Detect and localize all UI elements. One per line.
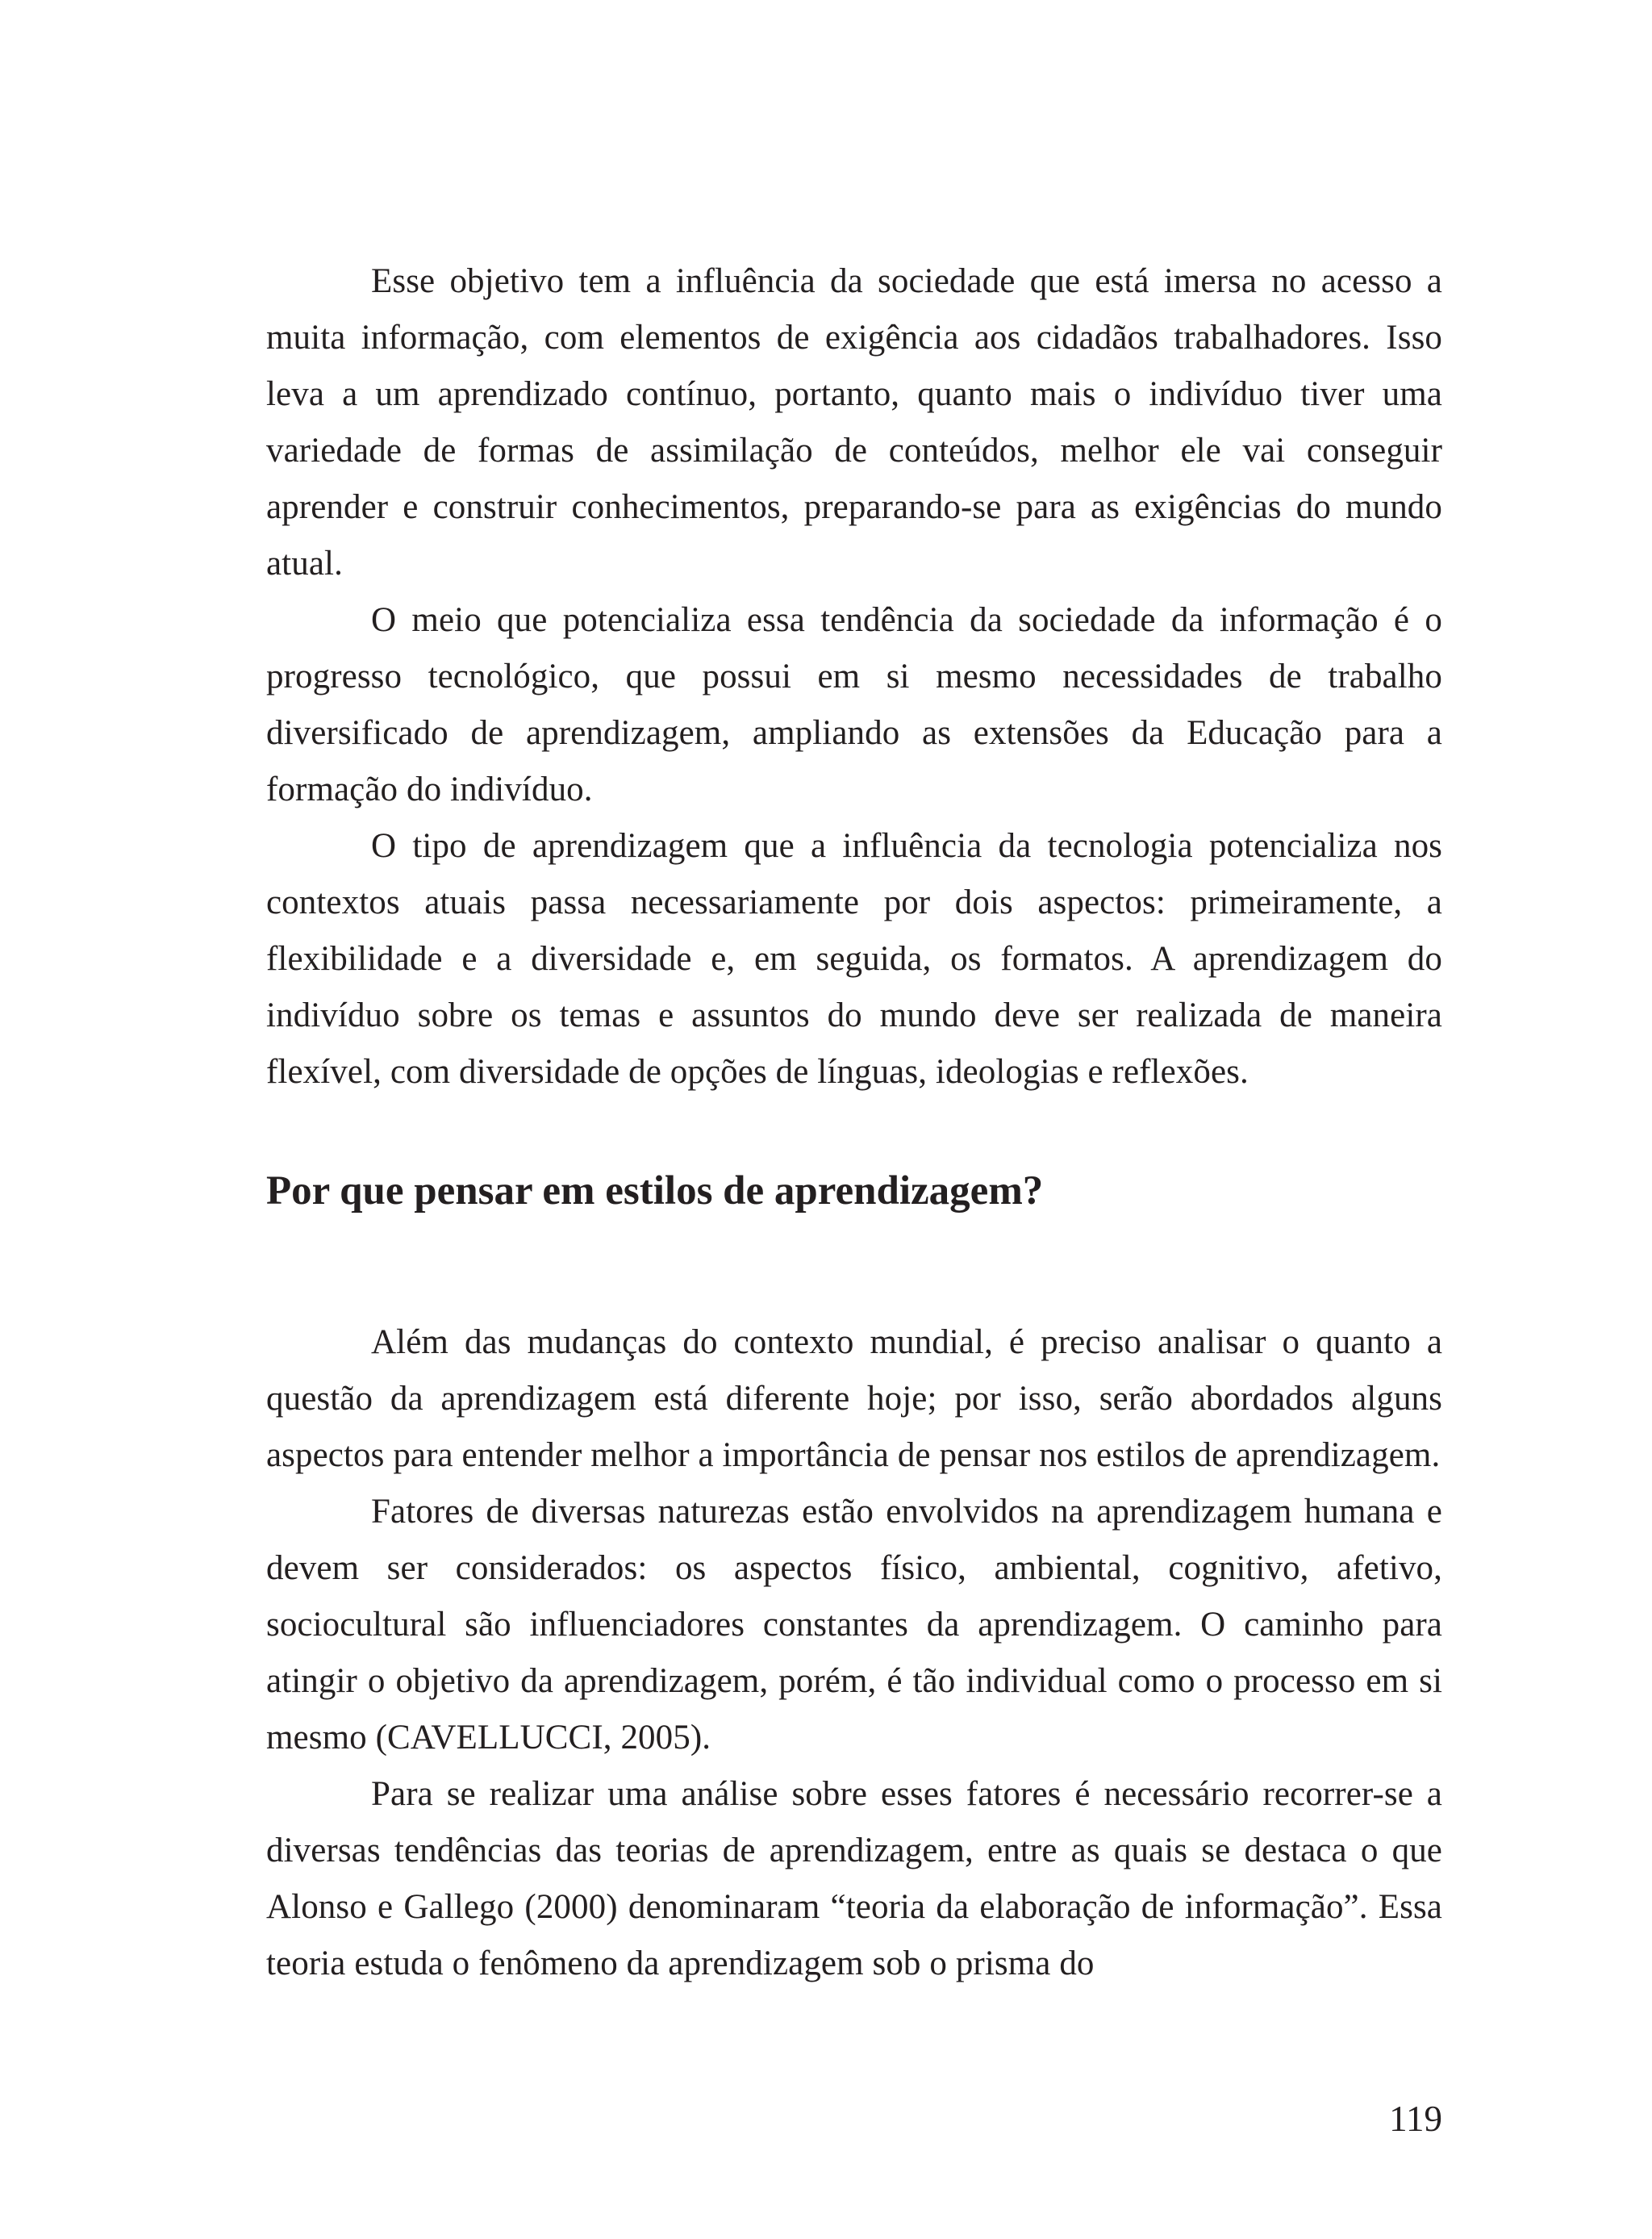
paragraph: O tipo de aprendizagem que a influência da tecnologia potencializa nos contextos atuais passa necessariamente por dois aspectos: primeiramente, a flexibilidade e a diversidade e, em seguida, os formatos. A aprendizagem do indivíduo sobre os temas e assuntos do mundo deve ser realizada de maneira flexível, com diversidade de opções de línguas, ideologias e reflexões. (266, 827, 1442, 1091)
paragraph: Além das mudanças do contexto mundial, é preciso analisar o quanto a questão da aprendizagem está diferente hoje; por isso, serão abordados alguns aspectos para entender melhor a importância de pensar nos estilos de aprendizagem. (266, 1323, 1442, 1474)
paragraph: O meio que potencializa essa tendência da sociedade da informação é o progresso tecnológico, que possui em si mesmo necessidades de trabalho diversificado de aprendizagem, ampliando as extensões da Educação para a formação do indivíduo. (266, 601, 1442, 808)
paragraph: Esse objetivo tem a influência da sociedade que está imersa no acesso a muita informação, com elementos de exigência aos cidadãos trabalhadores. Isso leva a um aprendizado contínuo, portanto, quanto mais o indivíduo tiver uma variedade de formas de assimilação de conteúdos, melhor ele vai conseguir aprender e construir conhecimentos, preparando-se para as exigências do mundo atual. (266, 262, 1442, 583)
text-block-intro (266, 253, 1442, 1101)
paragraph: Para se realizar uma análise sobre esses fatores é necessário recorrer-se a diversas tendências das teorias de aprendizagem, entre as quais se destaca o que Alonso e Gallego (2000) denominaram “teoria da elaboração de informação”. Essa teoria estuda o fenômeno da aprendizagem sob o prisma do (266, 1775, 1442, 1982)
text-block-learning-styles (266, 1314, 1442, 1992)
paragraph: Fatores de diversas naturezas estão envolvidos na aprendizagem humana e devem ser considerados: os aspectos físico, ambiental, cognitivo, afetivo, sociocultural são influenciadores constantes da aprendizagem. O caminho para atingir o objetivo da aprendizagem, porém, é tão individual como o processo em si mesmo (CAVELLUCCI, 2005). (266, 1493, 1442, 1757)
page-number: 119 (1389, 2099, 1442, 2139)
section-heading: Por que pensar em estilos de aprendizagem? (266, 1168, 1044, 1213)
